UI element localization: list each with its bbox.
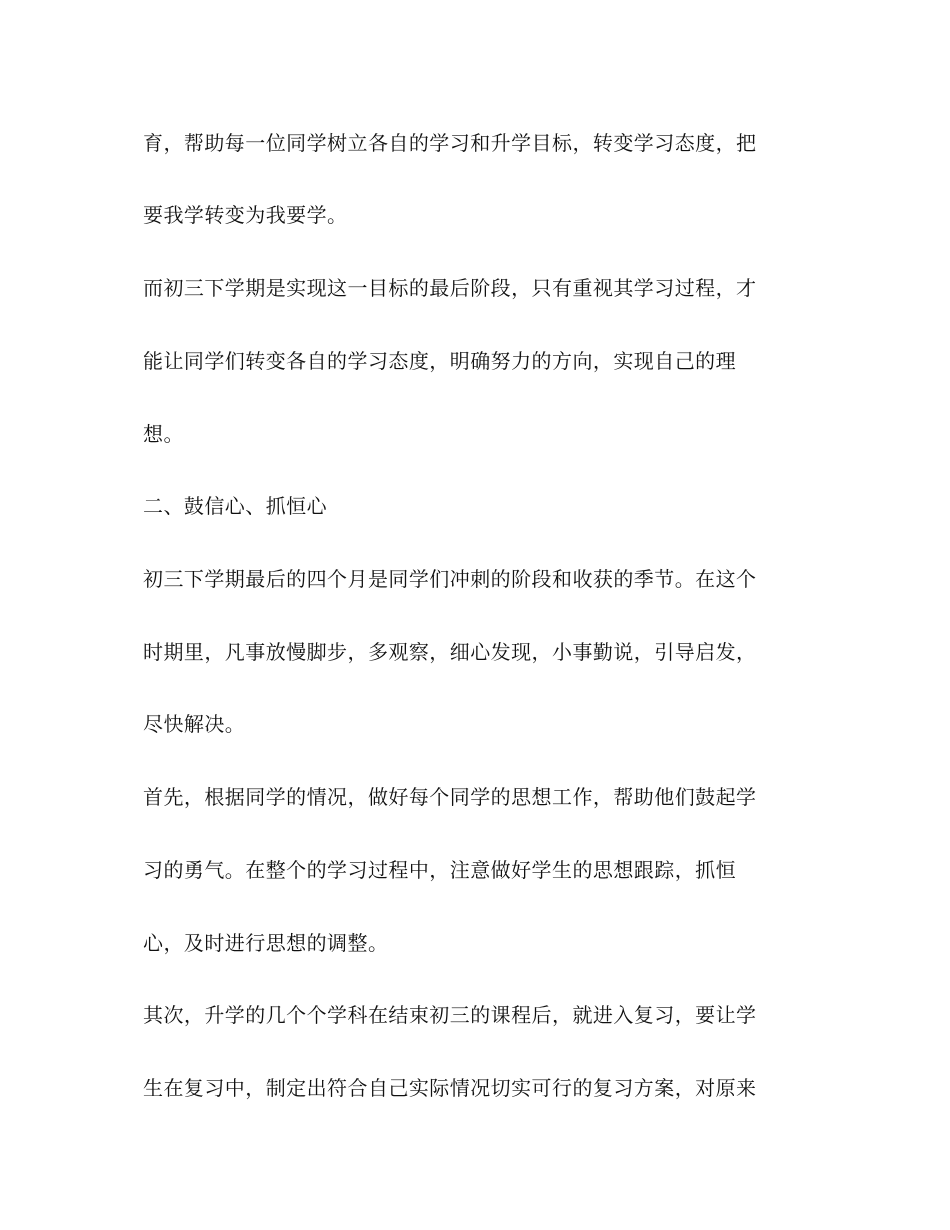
text-line-13: 其次，升学的几个个学科在结束初三的课程后，就进入复习，要让学: [143, 1003, 757, 1027]
text-line-12: 心，及时进行思想的调整。: [143, 931, 389, 955]
text-line-7: 初三下学期最后的四个月是同学们冲刺的阶段和收获的季节。在这个: [143, 567, 757, 591]
text-line-10: 首先，根据同学的情况，做好每个同学的思想工作，帮助他们鼓起学: [143, 785, 757, 809]
text-line-11: 习的勇气。在整个的学习过程中，注意做好学生的思想跟踪，抓恒: [143, 858, 737, 882]
text-line-3: 而初三下学期是实现这一目标的最后阶段，只有重视其学习过程，才: [143, 276, 757, 300]
text-line-5: 想。: [143, 422, 184, 446]
text-line-14: 生在复习中，制定出符合自己实际情况切实可行的复习方案，对原来: [143, 1076, 757, 1100]
section-heading: 二、鼓信心、抓恒心: [143, 494, 328, 518]
text-line-2: 要我学转变为我要学。: [143, 203, 348, 227]
text-line-1: 育，帮助每一位同学树立各自的学习和升学目标，转变学习态度，把: [143, 131, 757, 155]
text-line-4: 能让同学们转变各自的学习态度，明确努力的方向，实现自己的理: [143, 349, 737, 373]
text-line-9: 尽快解决。: [143, 712, 246, 736]
text-line-8: 时期里，凡事放慢脚步，多观察，细心发现，小事勤说，引导启发，: [143, 640, 757, 664]
